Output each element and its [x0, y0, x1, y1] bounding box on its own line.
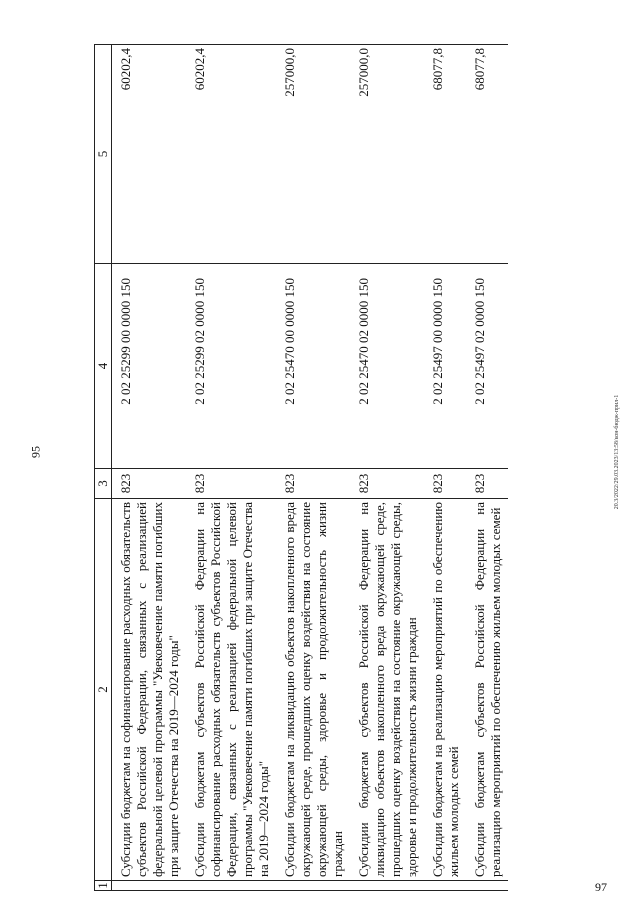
cell-admin-code: 823 — [350, 469, 424, 499]
table-row — [112, 45, 187, 891]
header-col-5: 5 — [95, 45, 112, 264]
cell-index — [186, 881, 276, 891]
cell-description: Субсидии бюджетам на реализацию мероприятий по обеспечению жильем молодых семей — [424, 499, 466, 881]
cell-description: Субсидии бюджетам субъектов Российской Федерации на реализацию мероприятий по обеспечению жильем молодых семей — [466, 499, 508, 881]
cell-budget-code: 2 02 25299 02 0000 150 — [186, 264, 276, 469]
table-row — [350, 45, 424, 891]
cell-amount: 60202,4 — [186, 45, 276, 264]
page-number-top: 95 — [28, 446, 43, 458]
cell-description: Субсидии бюджетам субъектов Российской Федерации на ликвидацию объектов накопленного вреда окружающей среде, прошедших оценку воздействия на состояние окружающей среды, здоровье и продолжительность жизни граждан — [350, 499, 424, 881]
cell-admin-code: 823 — [466, 469, 508, 499]
table-row — [276, 45, 350, 891]
cell-budget-code: 2 02 25497 00 0000 150 — [424, 264, 466, 469]
cell-index — [112, 881, 187, 891]
cell-admin-code: 823 — [276, 469, 350, 499]
cell-index — [350, 881, 424, 891]
cell-amount: 68077,8 — [466, 45, 508, 264]
budget-table-frame — [94, 45, 564, 891]
table-header-row — [95, 45, 112, 891]
cell-amount: 257000,0 — [350, 45, 424, 264]
cell-amount: 60202,4 — [112, 45, 187, 264]
budget-table — [94, 44, 508, 891]
print-stamp: 20.3/2022/29.03.2023/13:58/кон-бюдж-прил-1 — [614, 394, 620, 510]
cell-admin-code: 823 — [424, 469, 466, 499]
cell-index — [466, 881, 508, 891]
header-col-2: 2 — [95, 499, 112, 881]
page-number-bottom: 97 — [595, 880, 607, 894]
table-row — [424, 45, 466, 891]
cell-admin-code: 823 — [112, 469, 187, 499]
cell-budget-code: 2 02 25470 02 0000 150 — [350, 264, 424, 469]
cell-description: Субсидии бюджетам на ликвидацию объектов накопленного вреда окружающей среде, прошедших оценку воздействия на состояние окружающей среды, здоровье и продолжительность жизни граждан — [276, 499, 350, 881]
table-row — [186, 45, 276, 891]
cell-budget-code: 2 02 25497 02 0000 150 — [466, 264, 508, 469]
cell-index — [424, 881, 466, 891]
cell-budget-code: 2 02 25299 00 0000 150 — [112, 264, 187, 469]
header-col-1: 1 — [95, 882, 110, 889]
header-col-4: 4 — [95, 264, 112, 469]
cell-description: Субсидии бюджетам субъектов Российской Федерации на софинансирование расходных обязательств субъектов Российской Федерации, связанных с реализацией федеральной целевой программы "Увековечение памяти погибших при защите Отечества на 2019—2024 годы" — [186, 499, 276, 881]
cell-amount: 68077,8 — [424, 45, 466, 264]
cell-budget-code: 2 02 25470 00 0000 150 — [276, 264, 350, 469]
cell-index — [276, 881, 350, 891]
header-col-3: 3 — [95, 469, 112, 499]
cell-admin-code: 823 — [186, 469, 276, 499]
cell-description: Субсидии бюджетам на софинансирование расходных обязательств субъектов Российской Федерации, связанных с реализацией федеральной целевой программы "Увековечение памяти погибших при защите Отечества на 2019—2024 годы" — [112, 499, 187, 881]
table-row — [466, 45, 508, 891]
cell-amount: 257000,0 — [276, 45, 350, 264]
